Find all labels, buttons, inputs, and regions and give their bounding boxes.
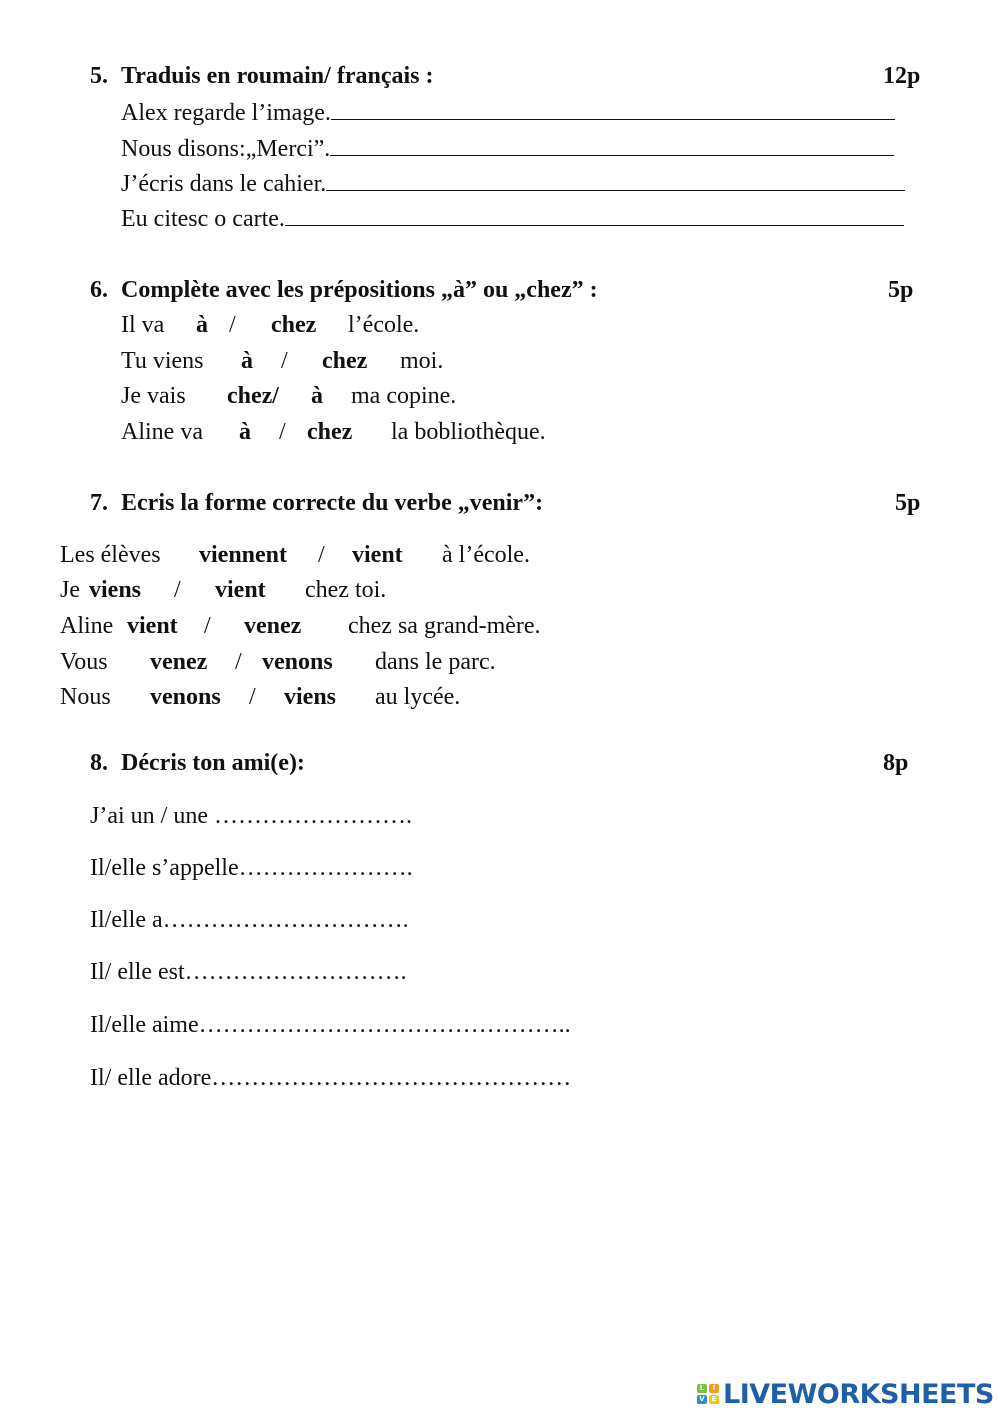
choice-chez[interactable]: chez (322, 348, 368, 374)
answer-blank-1[interactable] (331, 97, 895, 120)
section-8-heading: 8. Décris ton ami(e): (90, 750, 305, 776)
section-7-points: 5p (895, 490, 921, 516)
section-5-heading: 5. Traduis en roumain/ français : (90, 63, 434, 89)
section-6-title: Complète avec les prépositions „à” ou „chez” : (121, 277, 598, 303)
describe-line-2[interactable]: Il/elle s’appelle…………………. (90, 855, 413, 881)
choice-a[interactable]: à (241, 348, 253, 374)
describe-line-3[interactable]: Il/elle a…………………………. (90, 907, 409, 933)
choice-a[interactable]: à (196, 312, 208, 338)
choice-chez[interactable]: chez (307, 419, 353, 445)
choice-verb[interactable]: viens (284, 684, 337, 710)
choice-verb[interactable]: viennent (199, 542, 288, 568)
section-5-title: Traduis en roumain/ français : (121, 63, 434, 89)
section-8-points: 8p (883, 750, 909, 776)
choice-verb[interactable]: vient (352, 542, 403, 568)
answer-blank-4[interactable] (285, 203, 904, 226)
describe-line-1[interactable]: J’ai un / une ……………………. (90, 803, 412, 829)
liveworksheets-logo-icon: L I V E (697, 1384, 719, 1404)
choice-verb[interactable]: venons (262, 649, 333, 675)
section-6-points: 5p (888, 277, 914, 303)
choice-chez[interactable]: chez/ (227, 383, 279, 409)
describe-line-6[interactable]: Il/ elle adore……………………………………… (90, 1065, 572, 1091)
describe-line-4[interactable]: Il/ elle est………………………. (90, 959, 407, 985)
section-8-title: Décris ton ami(e): (121, 750, 305, 776)
translate-line-1: Alex regarde l’image. (121, 97, 895, 128)
choice-verb[interactable]: venez (244, 613, 302, 639)
section-7-title: Ecris la forme correcte du verbe „venir”: (121, 490, 544, 516)
choice-verb[interactable]: vient (127, 613, 178, 639)
liveworksheets-logo-text: LIVEWORKSHEETS (723, 1378, 994, 1410)
liveworksheets-logo (697, 1380, 994, 1408)
translate-line-3: J’écris dans le cahier. (121, 168, 905, 199)
answer-blank-2[interactable] (330, 133, 894, 156)
choice-chez[interactable]: chez (271, 312, 317, 338)
choice-verb[interactable]: viens (89, 577, 142, 603)
choice-verb[interactable]: vient (215, 577, 266, 603)
choice-a[interactable]: à (239, 419, 251, 445)
translate-line-4: Eu citesc o carte. (121, 203, 904, 234)
choice-a[interactable]: à (311, 383, 323, 409)
translate-line-2: Nous disons:„Merci”. (121, 133, 894, 164)
choice-verb[interactable]: venez (150, 649, 208, 675)
answer-blank-3[interactable] (326, 168, 905, 191)
section-6-heading: 6. Complète avec les prépositions „à” ou „chez” : (90, 277, 598, 303)
describe-line-5[interactable]: Il/elle aime……………………………………….. (90, 1012, 571, 1038)
section-7-heading: 7. Ecris la forme correcte du verbe „venir”: (90, 490, 544, 516)
choice-verb[interactable]: venons (150, 684, 221, 710)
section-5-points: 12p (883, 63, 921, 89)
